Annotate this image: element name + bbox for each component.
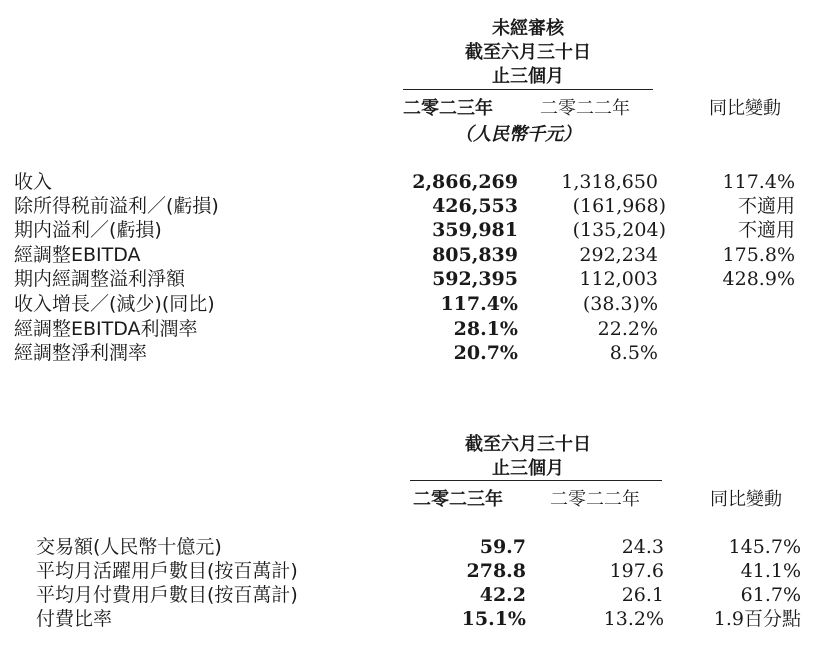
s2-header-period: 截至六月三十日 — [465, 434, 591, 455]
value-2023: 42.2 — [479, 584, 526, 606]
value-2023: 278.8 — [466, 560, 526, 582]
value-yoy: 61.7% — [740, 584, 801, 606]
value-2022: 292,234 — [579, 244, 658, 266]
value-2022: 1,318,650 — [561, 171, 658, 193]
value-2023: 2,866,269 — [412, 171, 518, 193]
table-row — [0, 170, 816, 195]
value-yoy: 1.9百分點 — [713, 608, 801, 630]
row-label: 經調整EBITDA利潤率 — [14, 318, 198, 340]
value-2023: 15.1% — [461, 608, 526, 630]
row-label: 經調整淨利潤率 — [14, 342, 148, 364]
s2-col-2022: 二零二二年 — [550, 489, 640, 510]
row-label: 平均月活躍用戶數目(按百萬計) — [36, 560, 298, 582]
value-2022: (161,968) — [572, 195, 666, 217]
value-yoy: 117.4% — [722, 171, 795, 193]
value-2022: (135,204) — [572, 219, 666, 241]
value-2022: 8.5% — [609, 342, 658, 364]
row-label: 交易額(人民幣十億元) — [36, 536, 222, 558]
table-row — [0, 341, 816, 366]
s2-header-period2: 止三個月 — [492, 458, 564, 479]
s2-col-2023: 二零二三年 — [413, 489, 503, 510]
value-yoy: 428.9% — [722, 268, 795, 290]
s1-col-yoy: 同比變動 — [709, 98, 781, 119]
value-2023: 805,839 — [432, 244, 518, 266]
s1-col-2023: 二零二三年 — [403, 98, 493, 119]
value-yoy: 145.7% — [728, 536, 801, 558]
value-yoy: 不適用 — [737, 195, 795, 217]
value-yoy: 41.1% — [740, 560, 801, 582]
row-label: 期内經調整溢利淨額 — [14, 268, 186, 290]
table-row — [0, 292, 816, 317]
table-row — [0, 218, 816, 243]
s1-header-period2: 止三個月 — [492, 66, 564, 87]
value-2022: 22.2% — [597, 318, 658, 340]
value-2023: 28.1% — [453, 318, 518, 340]
value-2023: 59.7 — [479, 536, 526, 558]
value-2023: 359,981 — [432, 219, 518, 241]
value-2022: 26.1 — [621, 584, 664, 606]
row-label: 付費比率 — [36, 608, 113, 630]
value-2022: (38.3)% — [582, 293, 658, 315]
s2-col-yoy: 同比變動 — [710, 489, 782, 510]
value-2022: 24.3 — [621, 536, 664, 558]
value-2022: 13.2% — [603, 608, 664, 630]
row-label: 收入 — [14, 171, 53, 193]
table-row — [0, 535, 816, 560]
s1-unit: （人民幣千元） — [455, 124, 581, 145]
value-2023: 20.7% — [453, 342, 518, 364]
row-label: 期内溢利／(虧損) — [14, 219, 162, 241]
value-2023: 117.4% — [440, 293, 518, 315]
value-2023: 426,553 — [432, 195, 518, 217]
row-label: 收入增長／(減少)(同比) — [14, 293, 215, 315]
s1-header-period: 截至六月三十日 — [465, 42, 591, 63]
s1-col-2022: 二零二二年 — [540, 98, 630, 119]
table-row — [0, 267, 816, 292]
table-row — [0, 194, 816, 219]
value-2022: 197.6 — [609, 560, 664, 582]
value-2023: 592,395 — [432, 268, 518, 290]
row-label: 除所得税前溢利／(虧損) — [14, 195, 219, 217]
value-2022: 112,003 — [579, 268, 658, 290]
value-yoy: 不適用 — [737, 219, 795, 241]
table-row — [0, 583, 816, 608]
s2-header-rule — [410, 480, 662, 481]
table-row — [0, 607, 816, 632]
table-row — [0, 559, 816, 584]
row-label: 平均月付費用戶數目(按百萬計) — [36, 584, 298, 606]
table-row — [0, 243, 816, 268]
table-row — [0, 317, 816, 342]
value-yoy: 175.8% — [722, 244, 795, 266]
row-label: 經調整EBITDA — [14, 244, 141, 266]
s1-header-audit: 未經審核 — [492, 18, 564, 39]
s1-header-rule — [403, 89, 653, 90]
